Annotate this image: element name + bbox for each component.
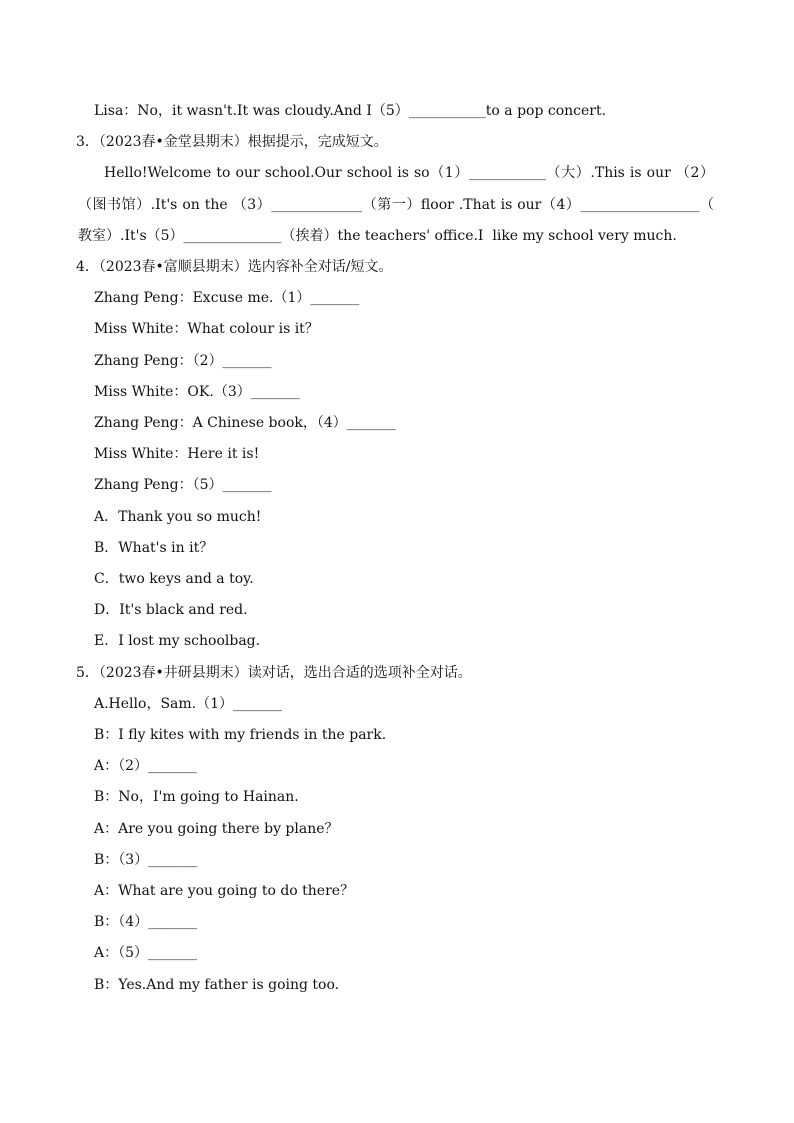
q5-dialogue-line: A：What are you going to do there？ xyxy=(94,883,355,899)
q3-passage-line-2: （图书馆）.It's on the （3）_____________（第一）floor .That is our（4）_________________（ xyxy=(78,197,714,213)
q5-dialogue-line: A：Are you going there by plane？ xyxy=(94,821,339,837)
q2-dialogue-line-lisa: Lisa：No，it wasn't.It was cloudy.And I（5）___________to a pop concert. xyxy=(94,103,607,119)
q5-dialogue-line: A：（5）_______ xyxy=(94,945,198,961)
q4-dialogue-line: Zhang Peng：（2）_______ xyxy=(94,353,272,369)
question-3-heading: 3．（2023春•金堂县期末）根据提示，完成短文。 xyxy=(76,134,388,150)
q5-dialogue-line: B：No，I'm going to Hainan. xyxy=(94,789,299,805)
q4-dialogue-line: Zhang Peng：（5）_______ xyxy=(94,477,272,493)
q4-option-b: B．What's in it？ xyxy=(94,540,214,556)
q3-passage-line-3: 教室）.It's（5）______________（挨着）the teachers' office.I like my school very much. xyxy=(78,228,677,244)
q4-option-a: A．Thank you so much! xyxy=(94,509,262,525)
q5-dialogue-line: B：I fly kites with my friends in the park. xyxy=(94,727,387,743)
q5-dialogue-line: B：（4）_______ xyxy=(94,914,198,930)
q4-dialogue-line: Miss White：What colour is it？ xyxy=(94,321,319,337)
q4-dialogue-line: Miss White：OK.（3）_______ xyxy=(94,384,300,400)
q4-option-c: C．two keys and a toy. xyxy=(94,571,254,587)
q5-dialogue-line: B：（3）_______ xyxy=(94,852,198,868)
q5-dialogue-line: A：（2）_______ xyxy=(94,758,198,774)
question-4-heading: 4．（2023春•富顺县期末）选内容补全对话/短文。 xyxy=(76,259,393,275)
q4-option-e: E．I lost my schoolbag. xyxy=(94,633,261,649)
q5-dialogue-line: A.Hello，Sam.（1）_______ xyxy=(94,696,283,712)
q4-dialogue-line: Zhang Peng：A Chinese book，（4）_______ xyxy=(94,415,396,431)
q3-passage-line-1: Hello!Welcome to our school.Our school is so（1）___________（大）.This is our （2） xyxy=(104,165,714,181)
q4-dialogue-line: Zhang Peng：Excuse me.（1）_______ xyxy=(94,290,360,306)
q5-dialogue-line: B：Yes.And my father is going too. xyxy=(94,977,340,993)
question-5-heading: 5．（2023春•井研县期末）读对话，选出合适的选项补全对话。 xyxy=(76,665,472,681)
q4-dialogue-line: Miss White：Here it is! xyxy=(94,446,260,462)
q4-option-d: D．It's black and red. xyxy=(94,602,248,618)
